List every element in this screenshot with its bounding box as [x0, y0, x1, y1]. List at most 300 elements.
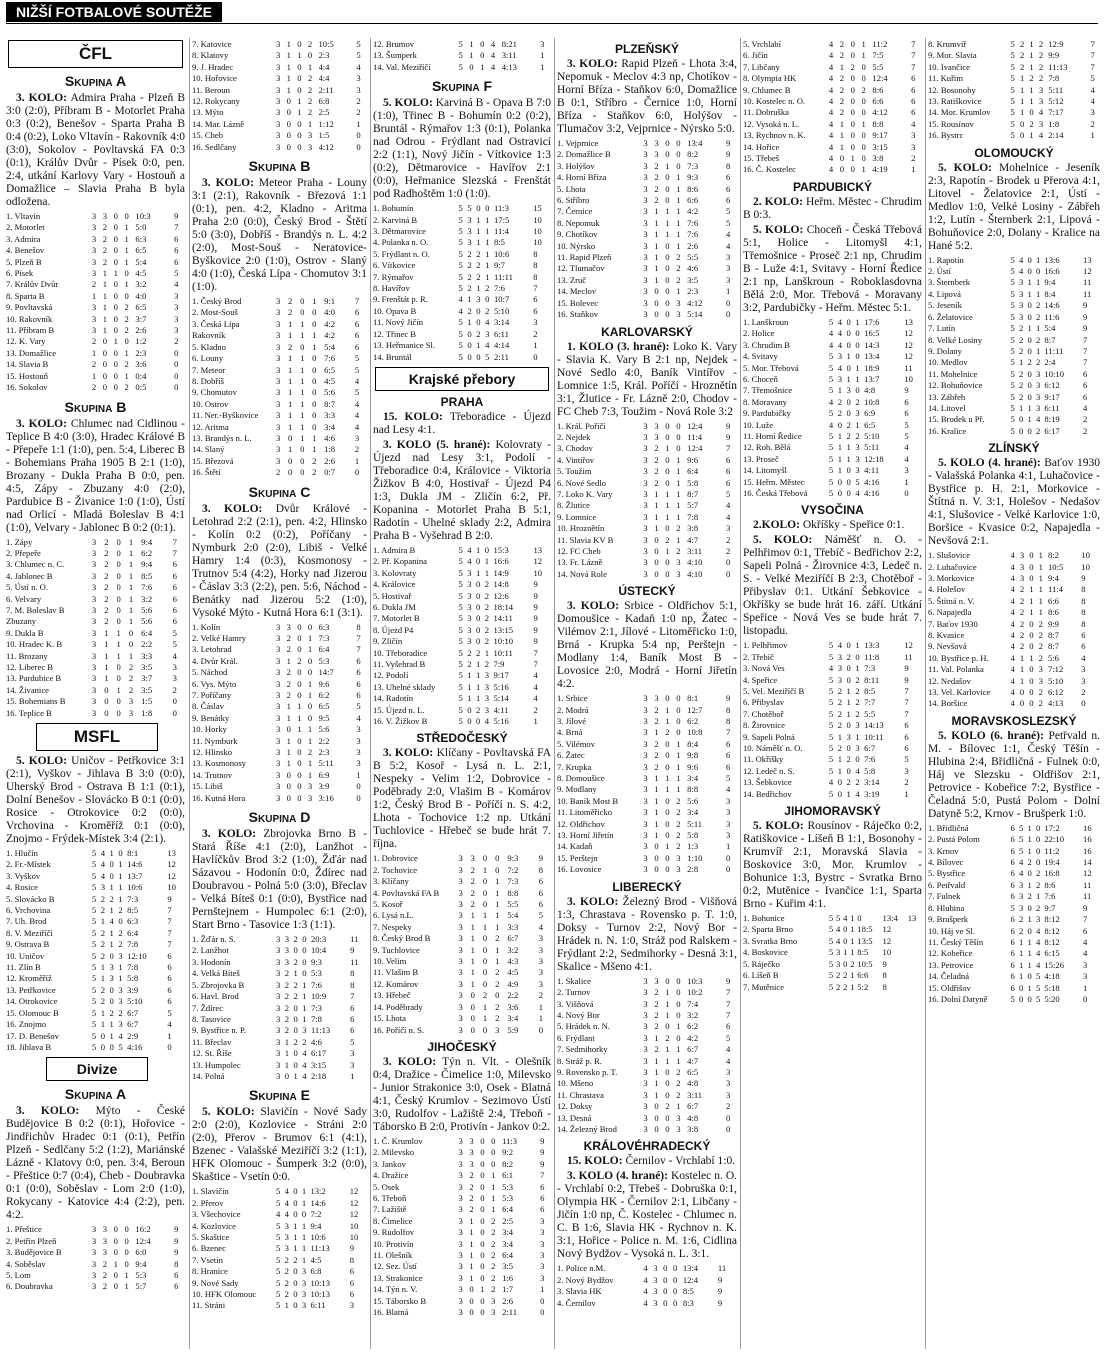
stat-cell: 2 [118, 939, 123, 950]
stat-cell: 7:3 [864, 663, 876, 674]
table-row [192, 770, 367, 781]
stat-cell: 3 [1081, 675, 1086, 686]
stat-cell: 3 [172, 673, 177, 684]
column-1 [6, 38, 185, 1349]
stat-cell: 1 [676, 500, 681, 511]
table-row [373, 568, 551, 579]
team-name: 12. Podolí [373, 670, 409, 681]
stat-cell: 1 [1035, 323, 1041, 334]
stat-cell: 0 [480, 1295, 485, 1306]
stat-cell: 5 [1010, 902, 1015, 913]
stat-cell: 5 [828, 720, 834, 731]
stat-cell: 1 [293, 1220, 298, 1231]
team-name: 13. Vel. Karlovice [928, 687, 991, 698]
stat-cell: 6 [172, 570, 177, 581]
stat-cell: 4 [1010, 630, 1015, 640]
stat-cell: 3 [1019, 561, 1025, 572]
team-name: 8. V. Meziříčí [6, 927, 53, 938]
stat-cell: 5 [276, 1300, 281, 1311]
table-row [373, 922, 551, 933]
stat-cell: 1 [485, 226, 490, 237]
stat-cell: 0 [113, 211, 118, 221]
stat-cell: 4 [828, 61, 834, 72]
stat-cell: 0 [293, 1197, 298, 1208]
stat-cell: 0 [665, 693, 670, 704]
stat-cell: 6 [911, 73, 916, 84]
table-row [6, 325, 185, 336]
table-row [557, 1298, 737, 1309]
stat-cell: 0 [1029, 687, 1034, 698]
stat-cell: 2 [284, 1277, 289, 1288]
stat-cell: 5 [828, 958, 834, 969]
team-name: 10. Opava B [373, 305, 417, 316]
team-name: 6. Želatovice [928, 311, 973, 322]
stat-cell: 9:4 [1044, 277, 1056, 288]
stat-cell: 1 [467, 693, 472, 704]
stat-cell: 7 [904, 686, 909, 696]
stat-cell: 3 [276, 701, 281, 712]
stat-cell: 0 [475, 716, 481, 726]
team-name: 16. Č. Kostelec [743, 164, 796, 175]
stat-cell: 0 [654, 545, 659, 556]
stat-cell: 5 [828, 476, 834, 487]
stat-cell: 1 [665, 206, 670, 217]
stat-cell: 5 [91, 893, 97, 904]
stat-cell: 4:10 [687, 568, 703, 579]
stat-cell: 0 [1035, 266, 1041, 277]
stat-cell: 0 [293, 1209, 298, 1220]
stat-cell: 6 [1010, 925, 1015, 936]
stat-cell: 0 [665, 1078, 670, 1089]
stat-cell: 3 [91, 536, 97, 547]
table-row [743, 777, 922, 788]
stat-cell: 3 [653, 1263, 658, 1274]
stat-cell: 0 [654, 534, 659, 545]
team-name: 1. Dobrovice [373, 853, 418, 864]
stat-cell: 2 [1029, 73, 1034, 84]
stat-cell: 4 [1090, 96, 1095, 107]
stat-cell: 6 [904, 396, 909, 407]
team-name: 10. Mšeno [557, 1078, 594, 1089]
table-row [6, 548, 185, 559]
stat-cell: 2 [104, 547, 109, 558]
stat-cell: 9 [717, 1274, 723, 1285]
stat-cell: 6:8 [310, 1266, 322, 1277]
stat-cell: 3:6 [135, 359, 147, 370]
stat-cell: 0 [1027, 311, 1032, 322]
stat-cell: 2 [846, 777, 851, 788]
stat-cell: 3 [676, 309, 681, 320]
stat-cell: 0 [124, 1235, 129, 1246]
table-row [928, 983, 1100, 994]
team-name: 1. Rapotín [928, 254, 964, 265]
stat-cell: 4 [643, 1263, 648, 1274]
stat-cell: 3 [458, 1227, 463, 1238]
table-row [743, 789, 922, 800]
stat-cell: 8:5 [682, 1286, 694, 1297]
stat-cell: 14:6 [310, 1197, 326, 1208]
team-name: 13. Strakonice [373, 1272, 423, 1283]
stat-cell: 7:3 [310, 1002, 322, 1013]
stat-cell: 5 [1010, 323, 1015, 334]
stat-cell: 2 [855, 430, 860, 441]
table-row [928, 948, 1100, 959]
stat-cell: 5 [904, 754, 909, 765]
stat-cell: 1 [470, 967, 475, 978]
table-row [928, 289, 1100, 300]
stat-cell: 6 [174, 233, 179, 244]
stat-cell: 1 [302, 991, 307, 1002]
stat-cell: 6 [350, 1025, 355, 1036]
table-row [373, 967, 551, 978]
stat-cell: 1 [665, 773, 670, 784]
team-name: 2. Domažlice B [557, 149, 611, 160]
team-name: 15. Táborsko B [373, 1295, 427, 1306]
table-row [6, 359, 185, 370]
stat-cell: 1 [109, 927, 114, 938]
stat-cell: 1 [118, 893, 123, 904]
stat-cell: 0 [109, 1041, 114, 1052]
team-name: 14. Bedřichov [743, 788, 792, 799]
table-row [928, 914, 1100, 925]
stat-cell: 1:2 [135, 336, 147, 347]
team-name: 3. Hodonín [192, 956, 231, 967]
stat-cell: 3 [726, 263, 731, 274]
stat-cell: 4 [726, 784, 731, 795]
stat-cell: 2:14 [1048, 130, 1064, 141]
stat-cell: 0 [1029, 664, 1034, 675]
stat-cell: 9 [538, 853, 543, 864]
stat-cell: 1 [293, 968, 298, 979]
team-name: 6. Lysá n.L. [373, 910, 414, 921]
stat-cell: 3 [1019, 288, 1024, 299]
stat-cell: 3 [276, 621, 281, 632]
stat-cell: 14:3 [864, 339, 880, 350]
standings-table [373, 545, 551, 728]
stat-cell: 10:13 [310, 1289, 331, 1299]
stat-cell: 5:6 [141, 604, 153, 615]
team-name: 14. Bruntál [373, 351, 412, 362]
team-name: 12. St. Říše [192, 1048, 232, 1059]
stat-cell: 4 [1081, 652, 1086, 663]
stat-cell: 6:17 [1044, 425, 1060, 436]
stat-cell: 7 [911, 50, 916, 61]
stat-cell: 3 [643, 206, 648, 217]
stat-cell: 3 [458, 1249, 463, 1260]
stat-cell: 0 [102, 370, 108, 381]
stat-cell: 2 [312, 467, 317, 478]
team-name: 8. Velké Losiny [928, 334, 983, 345]
stat-cell: 1 [118, 859, 123, 870]
stat-cell: 3 [540, 1272, 545, 1283]
stat-cell: 10:8 [687, 727, 703, 738]
table-row [373, 1227, 551, 1238]
team-name: 9. Rudolfov [373, 1227, 415, 1238]
team-name: 8. Žlutice [557, 500, 590, 511]
stat-cell: 17:2 [1044, 822, 1060, 833]
stat-cell: 0 [485, 294, 490, 305]
stat-cell: 5 [1010, 993, 1015, 1004]
stat-cell: 3 [276, 1048, 281, 1059]
team-name: 8. Dobříš [192, 375, 224, 386]
stat-cell: 0 [663, 1297, 668, 1308]
stat-cell: 1 [293, 1243, 298, 1254]
stat-cell: 0 [676, 443, 681, 454]
stat-cell: 1 [855, 373, 860, 384]
team-name: 4. Holešov [928, 584, 966, 595]
stat-cell: 2 [128, 661, 134, 672]
results-text: 5. KOLO: Choceň - Česká Třebová 5:1, Holice - Litomyšl 4:1, Třemošnice - Proseč 2:1 np, Chrudim B - Luže 4:1, Svitavy - Horní Ředice 2:1 np, Lanškroun - Roboklasdovna Bělá 2:0, Mor. Třebová - Moravany 3:2, Pardubičky - Heřm. Městec 5:1. [743, 223, 922, 314]
stat-cell: 3 [102, 211, 108, 221]
stat-cell: 2:6 [324, 455, 336, 466]
stat-cell: 5 [276, 1243, 281, 1254]
stat-cell: 4 [354, 398, 360, 409]
stat-cell: 5 [354, 353, 360, 364]
stat-cell: 2 [654, 466, 659, 477]
stat-cell: 0 [654, 841, 659, 852]
stat-cell: 2 [104, 570, 109, 581]
stat-cell: 5 [172, 639, 177, 650]
stat-cell: 2 [654, 1044, 659, 1055]
stat-cell: 9:4 [310, 1220, 322, 1231]
stat-cell: 2 [476, 248, 481, 259]
stat-cell: 3 [643, 852, 648, 863]
stat-cell: 2 [676, 818, 681, 829]
team-name: 16. Česká Třebová [743, 487, 808, 498]
stat-cell: 6 [167, 984, 172, 995]
stat-cell: 6:4 [502, 1249, 514, 1260]
stat-cell: 1 [467, 670, 472, 681]
stat-cell: 0 [116, 559, 121, 570]
stat-cell: 6 [726, 750, 731, 761]
stat-cell: 3 [276, 1013, 281, 1024]
stat-cell: 6:5 [135, 302, 147, 313]
stat-cell: 6 [911, 84, 916, 95]
table-row [192, 980, 367, 991]
team-name: 10. Baník Most B [557, 795, 619, 806]
stat-cell: 5 [91, 973, 97, 984]
stat-cell: 1 [665, 511, 670, 522]
stat-cell: 3 [1081, 664, 1086, 675]
stat-cell: 1 [665, 229, 670, 240]
results-text: 3. KOLO: Rapid Plzeň - Lhota 3:4, Nepomuk - Meclov 4:3 np, Chotíkov - Horní Bříza - Staňkov 6:0, Domažlice B 0:1, Stříbro - Černice 1:0, Horní Bříza - Staňkov 6:0, Holýšov - Tlumačov 3:2, Vejprnice - Nýrsko 5:0. [557, 58, 737, 135]
stat-cell: 0 [286, 769, 291, 780]
table-row [192, 1232, 367, 1243]
team-name: 7. Uh. Brod [6, 916, 47, 927]
stat-cell: 5 [1010, 402, 1015, 413]
stat-cell: 3 [643, 252, 648, 263]
stat-cell: 3 [109, 962, 114, 973]
stat-cell: 1 [286, 758, 291, 769]
column-6 [928, 38, 1100, 1349]
stat-cell: 0 [297, 632, 302, 643]
stat-cell: 1 [665, 998, 670, 1009]
stat-cell: 1 [1029, 130, 1034, 141]
stat-cell: 3 [102, 1247, 108, 1258]
table-row [743, 50, 922, 61]
stat-cell: 1 [286, 39, 291, 49]
table-row [928, 403, 1100, 414]
stat-cell: 0 [1027, 425, 1032, 436]
stat-cell: 8 [533, 271, 538, 282]
table-row [192, 1198, 367, 1209]
stat-cell: 0 [116, 593, 121, 604]
stat-cell: 2:6 [502, 1295, 514, 1306]
stat-cell: 0 [297, 735, 302, 746]
stat-cell: 10:6 [127, 882, 143, 893]
stat-cell: 1 [846, 373, 851, 384]
stat-cell: 4 [1035, 959, 1041, 970]
region-title: MORAVSKOSLEZSKÝ [951, 713, 1077, 728]
team-name: 14. Litovel [928, 402, 966, 413]
stat-cell: 3 [540, 39, 545, 49]
stat-cell: 3 [837, 674, 843, 685]
table-row [743, 982, 922, 993]
stat-cell: 2 [469, 1192, 474, 1203]
stat-cell: 2 [297, 655, 302, 666]
stat-cell: 1 [113, 268, 118, 279]
stat-cell: 18:5 [857, 924, 873, 935]
stat-cell: 1 [476, 214, 481, 225]
stat-cell: 2 [470, 876, 475, 887]
table-row [928, 550, 1100, 561]
team-name: 7. Fulnek [928, 891, 961, 902]
team-name: 16. Teplice B [6, 707, 52, 718]
table-row [192, 319, 367, 330]
stat-cell: 1 [837, 453, 843, 464]
stat-cell: 2 [1038, 698, 1043, 709]
stat-cell: 6:6 [1047, 595, 1059, 606]
stat-cell: 4 [490, 39, 496, 49]
team-name: 12. Bosonohy [928, 84, 976, 95]
region-title: PLZEŇSKÝ [614, 42, 679, 56]
stat-cell: 0 [676, 138, 681, 148]
stat-cell: 6 [1010, 936, 1015, 947]
team-name: 7. Třemošnice [743, 385, 793, 396]
stat-cell: 1 [482, 921, 488, 932]
stat-cell: 2 [491, 1261, 496, 1272]
stat-cell: 2 [836, 970, 841, 981]
stat-cell: 4 [354, 421, 360, 432]
stat-cell: 0 [665, 477, 670, 488]
stat-cell: 6:5 [135, 245, 147, 256]
stat-cell: 1 [475, 670, 481, 681]
stat-cell: 8 [726, 160, 731, 171]
table-row [557, 1124, 737, 1135]
stat-cell: 6:6 [687, 195, 699, 206]
stat-cell: 0 [286, 792, 291, 803]
results-text: 5. KOLO (6. hrané): Petřvald n. M. - Bílovec 1:1, Český Těšín - Hlubina 2:4, Břidličná - Fulnek 0:0, Háj ve Slezsku - Oldřišov 2:1, Petrovice - Kobeřice 7:2, Bystřice - Čeladná 5:0, Pustá Polom - Dolní Datyně 5:2, Krnov - Brušperk 1:0. [928, 729, 1100, 820]
stat-cell: 2 [654, 704, 659, 715]
stat-cell: 1 [837, 754, 843, 765]
team-name: 11. Český Těšín [928, 936, 984, 947]
stat-cell: 2 [470, 899, 475, 910]
team-name: 11. Kuřim [928, 73, 964, 84]
stat-cell: 3 [469, 1135, 474, 1146]
team-name: 6. Choceň [743, 373, 778, 384]
stat-cell: 4 [855, 487, 860, 498]
stat-cell: 2 [284, 968, 290, 979]
stat-cell: 0 [300, 455, 305, 466]
team-name: 11. Vlašim B [373, 967, 419, 978]
stat-cell: 1 [665, 841, 670, 852]
stat-cell: 1 [104, 627, 109, 638]
stat-cell: 0 [1029, 107, 1034, 118]
stat-cell: 1 [109, 1019, 114, 1030]
table-row [373, 294, 551, 305]
stat-cell: 0 [113, 347, 118, 358]
stat-cell: 3 [284, 956, 290, 967]
stat-cell: 7 [167, 905, 172, 916]
stat-cell: 2 [839, 107, 845, 118]
stat-cell: 3 [356, 747, 361, 758]
team-name: 3. Šternberk [928, 277, 971, 288]
stat-cell: 1 [467, 317, 472, 328]
team-name: 13. Humpolec [192, 1059, 241, 1070]
stat-cell: 1 [116, 639, 121, 650]
stat-cell: 2 [485, 283, 490, 294]
stat-cell: 3 [643, 534, 648, 545]
stat-cell: 0 [846, 408, 851, 419]
team-name: 6. Písek [6, 268, 34, 279]
stat-cell: 2 [855, 708, 860, 719]
team-name: 3. Višňová [557, 998, 594, 1009]
table-row [6, 371, 185, 382]
stat-cell: 3:3 [324, 410, 336, 421]
stat-cell: 2 [467, 305, 472, 316]
team-name: 13. Heřmanice Sl. [373, 340, 436, 351]
stat-cell: 3 [276, 387, 281, 398]
region-title: ÚSTECKÝ [618, 584, 676, 599]
stat-cell: 7:8 [310, 1013, 322, 1024]
table-row [743, 936, 922, 947]
stat-cell: 1 [109, 1030, 114, 1041]
standings-table [557, 1263, 737, 1309]
stat-cell: 1 [1027, 914, 1032, 925]
stat-cell: 5 [276, 1220, 281, 1231]
stat-cell: 4 [302, 1070, 307, 1081]
stat-cell: 0 [307, 621, 313, 632]
stat-cell: 0 [300, 467, 305, 478]
team-name: 7. Meteor [192, 364, 226, 375]
table-row [557, 252, 737, 263]
stat-cell: 0 [293, 1002, 298, 1013]
stat-cell: 7 [167, 916, 172, 927]
stat-cell: 4 [828, 130, 834, 141]
results-text: 5. KOLO: Uničov - Petřkovice 3:1 (2:1), Vyškov - Jihlava B 3:0 (0:0), Uherský Brod - Ostrava B 1:1 (0:1), Dolní Benešov - Slovácko B 0:1 (0:0), Rosice - Otrokovice 0:2 (0:0), Vrchovina - Kroměříž 0:1 (0:0), Znojmo - Frýdek-Místek 3:4 (2:1). [6, 755, 185, 845]
stat-cell: 1:5 [141, 696, 153, 707]
table-row [373, 1204, 551, 1215]
team-name: 13. Horní Jiřetín [557, 830, 614, 841]
stat-cell: 4 [533, 670, 538, 681]
stat-cell: 3 [538, 956, 543, 967]
stat-cell: 2 [484, 601, 490, 612]
stat-cell: 3 [484, 704, 490, 715]
team-name: 15. Olomouc B [6, 1007, 59, 1018]
table-row [928, 619, 1100, 630]
team-name: 13. Proseč [743, 453, 779, 464]
stat-cell: 0 [1027, 334, 1032, 345]
table-row [373, 317, 551, 328]
stat-cell: 1 [102, 290, 108, 301]
stat-cell: 2 [855, 396, 860, 407]
stat-cell: 13:4 [687, 138, 703, 148]
table-row [6, 859, 185, 870]
stat-cell: 12 [167, 870, 176, 881]
table-row [373, 62, 551, 73]
table-row [192, 622, 367, 633]
stat-cell: 0 [109, 984, 114, 995]
